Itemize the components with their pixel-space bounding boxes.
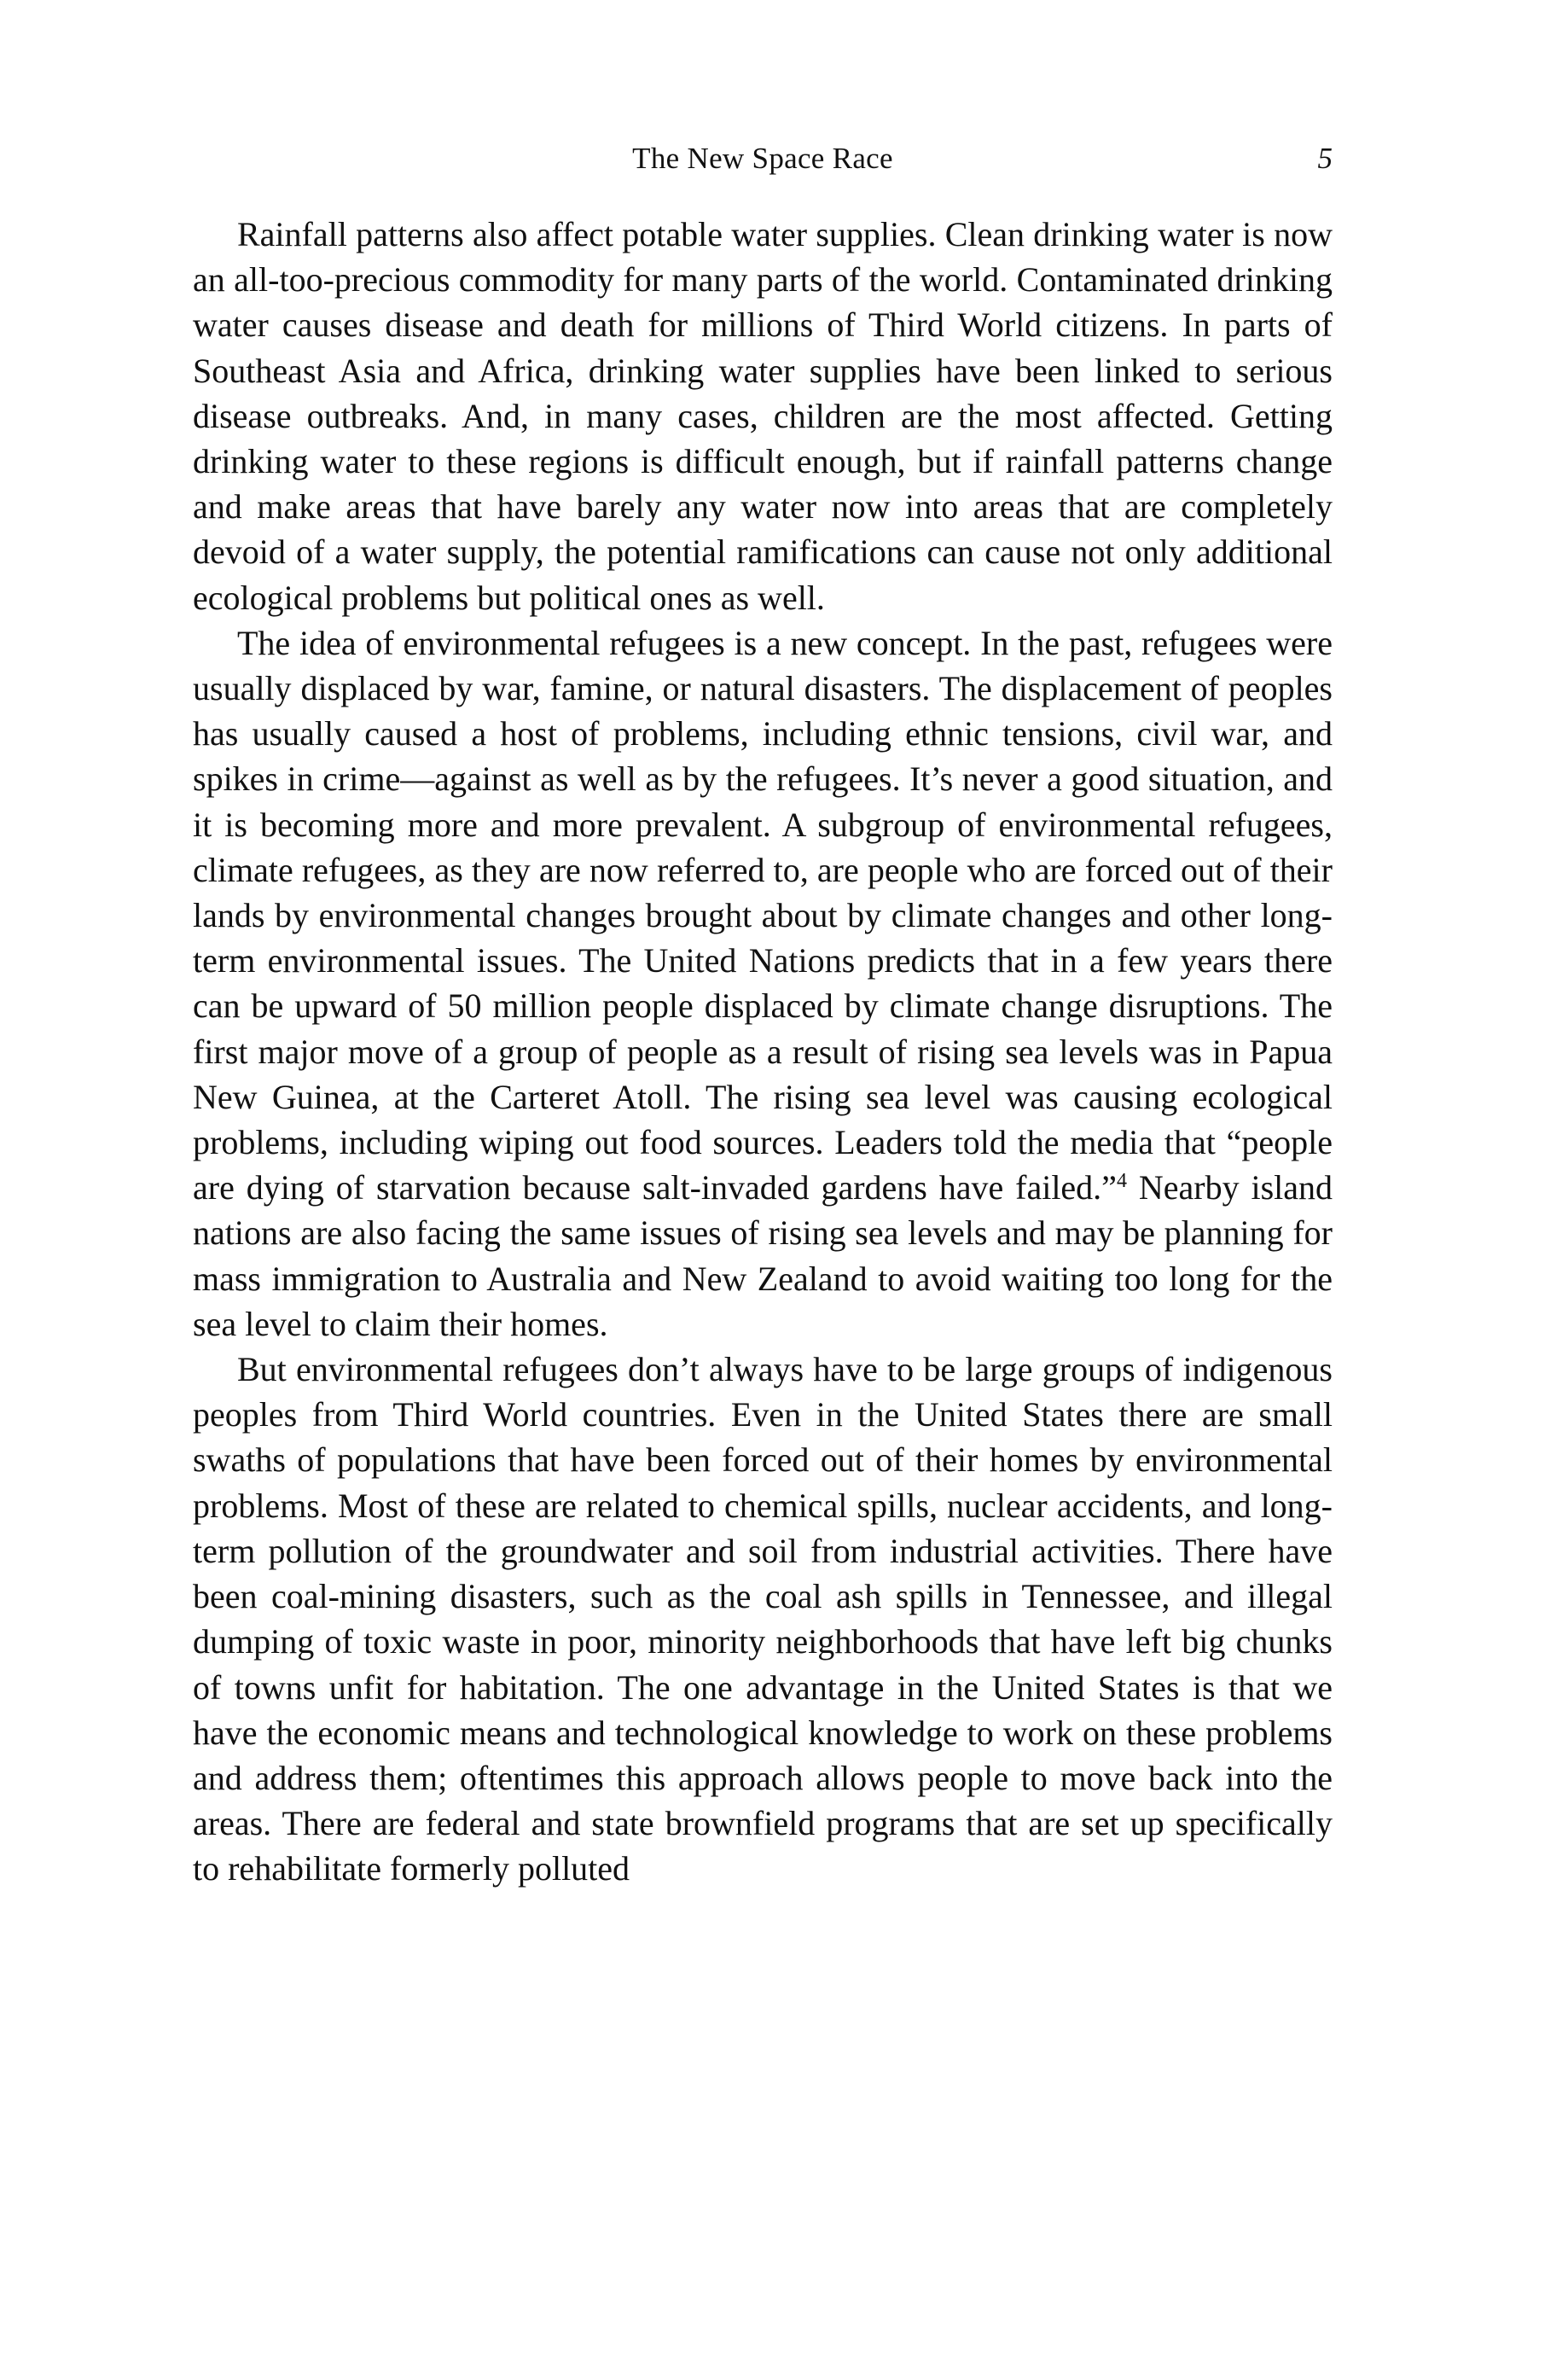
paragraph-text: But environmental refugees don’t always have to be large groups of indigenous peoples from Third World countries. Even in the United States there are small swaths of populations that have been forced out of their homes by environmental problems. Most of these are related to chemical spills, nuclear accidents, and long-term pollution of the groundwater and soil from industrial activities. There have been coal-mining disasters, such as the coal ash spills in Tennessee, and illegal dumping of toxic waste in poor, minority neighborhoods that have left big chunks of towns unfit for habitation. The one advantage in the United States is that we have the economic means and technological knowledge to work on these problems and address them; oftentimes this approach allows people to move back into the areas. There are federal and state brownfield programs that are set up specifically to rehabilitate formerly polluted (193, 1350, 1333, 1888)
paragraph-text: Nearby island nations are also facing the same issues of rising sea levels and may be planning for mass immigration to Australia and New Zealand to avoid waiting too long for the sea level to claim their homes. (193, 1168, 1333, 1343)
footnote-reference: 4 (1116, 1170, 1127, 1193)
body-text (193, 212, 1333, 1892)
paragraph-text: Rainfall patterns also affect potable water supplies. Clean drinking water is now an all-too-precious commodity for many parts of the world. Contaminated drinking water causes disease and death for millions of Third World citizens. In parts of Southeast Asia and Africa, drinking water supplies have been linked to serious disease outbreaks. And, in many cases, children are the most affected. Getting drinking water to these regions is difficult enough, but if rainfall patterns change and make areas that have barely any water now into areas that are completely devoid of a water supply, the potential ramifications can cause not only additional ecological problems but political ones as well. (193, 215, 1333, 617)
paragraph-text: The idea of environmental refugees is a new concept. In the past, refugees were usually displaced by war, famine, or natural disasters. The displacement of peoples has usually caused a host of problems, including ethnic tensions, civil war, and spikes in crime—against as well as by the refugees. It’s never a good situation, and it is becoming more and more prevalent. A subgroup of environmental refugees, climate refugees, as they are now referred to, are people who are forced out of their lands by environmental changes brought about by climate changes and other long-term environmental issues. The United Nations predicts that in a few years there can be upward of 50 million people displaced by climate change disruptions. The first major move of a group of people as a result of rising sea levels was in Papua New Guinea, at the Carteret Atoll. The rising sea level was causing ecological problems, including wiping out food sources. Leaders told the media that “people are dying of starvation because salt-invaded gardens have failed.” (193, 623, 1333, 1207)
paragraph-environmental-refugees (193, 620, 1333, 1347)
paragraph-rainfall (193, 212, 1333, 620)
page-header (193, 137, 1333, 181)
paragraph-us-refugees (193, 1347, 1333, 1891)
page-number: 5 (1317, 142, 1333, 175)
running-head-title: The New Space Race (632, 142, 893, 175)
